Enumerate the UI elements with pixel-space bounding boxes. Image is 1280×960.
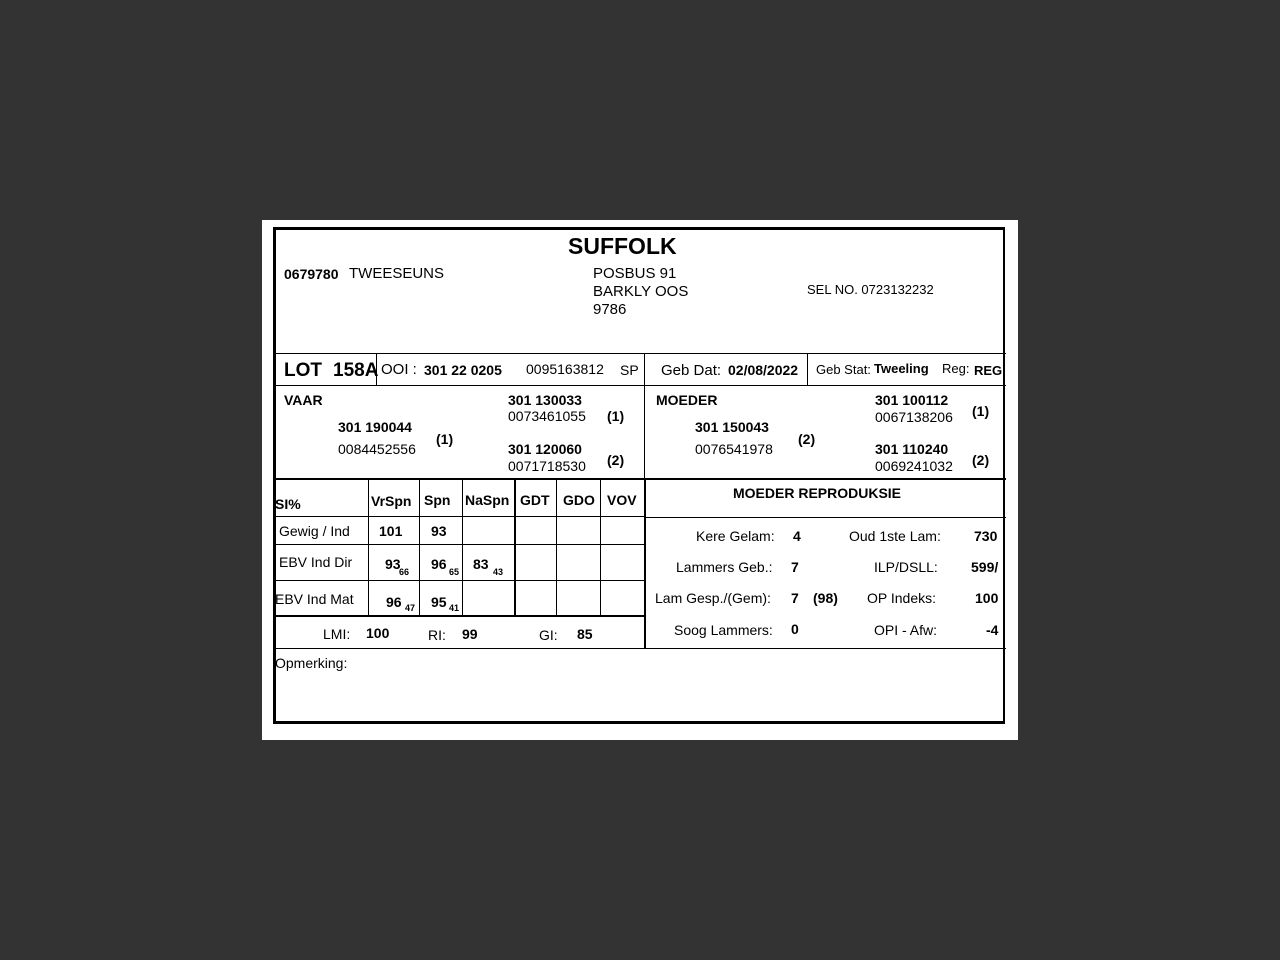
soog-lammers-label: Soog Lammers:: [674, 622, 773, 638]
divider: [275, 353, 1006, 354]
row-label-ebv-mat: EBV Ind Mat: [275, 591, 354, 607]
address-postcode: 9786: [593, 301, 627, 318]
sp-marker: SP: [620, 362, 639, 378]
lot-label: LOT: [284, 360, 322, 381]
sel-number: SEL NO. 0723132232: [807, 282, 934, 297]
lam-gesp-label: Lam Gesp./(Gem):: [655, 590, 771, 606]
lmi-value: 100: [366, 625, 390, 641]
divider: [275, 478, 1006, 480]
lam-gesp-value: 7: [791, 590, 799, 606]
row-label-ebv-dir: EBV Ind Dir: [279, 554, 353, 570]
address-line-2: BARKLY OOS: [593, 283, 689, 300]
lam-gesp-average: (98): [813, 590, 838, 606]
owner-name: TWEESEUNS: [349, 265, 445, 282]
reg-value: REG: [974, 363, 1003, 378]
divider: [514, 480, 516, 616]
sire-sire-number: 301 130033: [508, 392, 582, 408]
dam-dam-mark: (2): [972, 452, 990, 468]
divider: [275, 385, 1006, 386]
ilp-dsll-label: ILP/DSLL:: [874, 559, 938, 575]
opi-afw-label: OPI - Afw:: [874, 622, 938, 638]
divider: [807, 353, 808, 385]
ri-value: 99: [462, 626, 478, 642]
dam-sire-number: 301 100112: [875, 392, 949, 408]
ebv-dir-naspn-accuracy: 43: [493, 567, 504, 577]
sire-sire-id: 0073461055: [508, 408, 586, 424]
ri-label: RI:: [428, 627, 446, 643]
reproduction-title: MOEDER REPRODUKSIE: [733, 485, 902, 501]
birth-status-label: Geb Stat:: [816, 362, 871, 377]
divider: [368, 480, 369, 616]
sire-number: 301 190044: [338, 419, 412, 435]
reg-label: Reg:: [942, 361, 970, 376]
divider: [600, 480, 601, 616]
lmi-label: LMI:: [323, 626, 351, 642]
divider: [644, 353, 645, 479]
naspn-header: NaSpn: [465, 492, 510, 508]
dam-dam-id: 0069241032: [875, 458, 953, 474]
row-label-gewig: Gewig / Ind: [279, 523, 350, 539]
vov-header: VOV: [607, 492, 637, 508]
ooi-number: 301 22 0205: [424, 362, 502, 378]
dam-sire-mark: (1): [972, 403, 990, 419]
lammers-geb-label: Lammers Geb.:: [676, 559, 773, 575]
gdo-header: GDO: [563, 492, 595, 508]
ebv-mat-vrspn-accuracy: 47: [405, 603, 416, 613]
divider: [275, 580, 645, 581]
kere-gelam-value: 4: [793, 528, 801, 544]
oud-1ste-lam-value: 730: [974, 528, 998, 544]
birth-status: Tweeling: [874, 361, 929, 376]
gewig-spn: 93: [431, 523, 447, 539]
kere-gelam-label: Kere Gelam:: [696, 528, 775, 544]
divider: [275, 544, 645, 545]
ebv-dir-spn-accuracy: 65: [449, 567, 460, 577]
opi-afw-value: -4: [986, 622, 999, 638]
lot-number: 158A: [333, 360, 379, 381]
divider: [275, 648, 1006, 649]
op-indeks-value: 100: [975, 590, 999, 606]
dam-dam-number: 301 110240: [875, 441, 949, 457]
ewe-id: 0095163812: [526, 361, 604, 377]
card-border: [273, 227, 1005, 724]
remarks-label: Opmerking:: [275, 655, 348, 671]
ebv-dir-vrspn-accuracy: 66: [399, 567, 410, 577]
sire-mark: (1): [436, 431, 454, 447]
ebv-mat-vrspn: 96: [386, 594, 402, 610]
sire-dam-mark: (2): [607, 452, 625, 468]
spn-header: Spn: [424, 492, 451, 508]
ebv-mat-spn-accuracy: 41: [449, 603, 460, 613]
vrspn-header: VrSpn: [371, 493, 412, 509]
divider: [556, 480, 557, 616]
si-header: SI%: [275, 496, 301, 512]
sire-id: 0084452556: [338, 441, 416, 457]
breed-title: SUFFOLK: [568, 233, 677, 259]
ebv-dir-vrspn: 93: [385, 556, 401, 572]
divider: [419, 480, 420, 616]
ooi-label: OOI :: [381, 361, 417, 378]
address-line-1: POSBUS 91: [593, 265, 677, 282]
lammers-geb-value: 7: [791, 559, 799, 575]
ebv-mat-spn: 95: [431, 594, 447, 610]
op-indeks-label: OP Indeks:: [867, 590, 937, 606]
birth-date: 02/08/2022: [728, 362, 799, 378]
gi-label: GI:: [539, 627, 558, 643]
dam-label: MOEDER: [656, 392, 718, 408]
birth-date-label: Geb Dat:: [661, 362, 722, 379]
ebv-dir-spn: 96: [431, 556, 447, 572]
divider: [645, 517, 1006, 518]
sire-dam-number: 301 120060: [508, 441, 582, 457]
divider: [462, 480, 463, 616]
divider: [275, 516, 645, 517]
dam-mark: (2): [798, 431, 816, 447]
gewig-vrspn: 101: [379, 523, 403, 539]
sire-label: VAAR: [284, 392, 323, 408]
ebv-dir-naspn: 83: [473, 556, 489, 572]
oud-1ste-lam-label: Oud 1ste Lam:: [849, 528, 941, 544]
ilp-dsll-value: 599/: [971, 559, 999, 575]
divider: [644, 479, 646, 649]
sire-sire-mark: (1): [607, 408, 625, 424]
gi-value: 85: [577, 626, 593, 642]
divider: [275, 615, 645, 617]
gdt-header: GDT: [520, 492, 550, 508]
soog-lammers-value: 0: [791, 621, 799, 637]
dam-id: 0076541978: [695, 441, 773, 457]
dam-number: 301 150043: [695, 419, 769, 435]
owner-number: 0679780: [284, 266, 339, 282]
dam-sire-id: 0067138206: [875, 409, 953, 425]
sire-dam-id: 0071718530: [508, 458, 586, 474]
